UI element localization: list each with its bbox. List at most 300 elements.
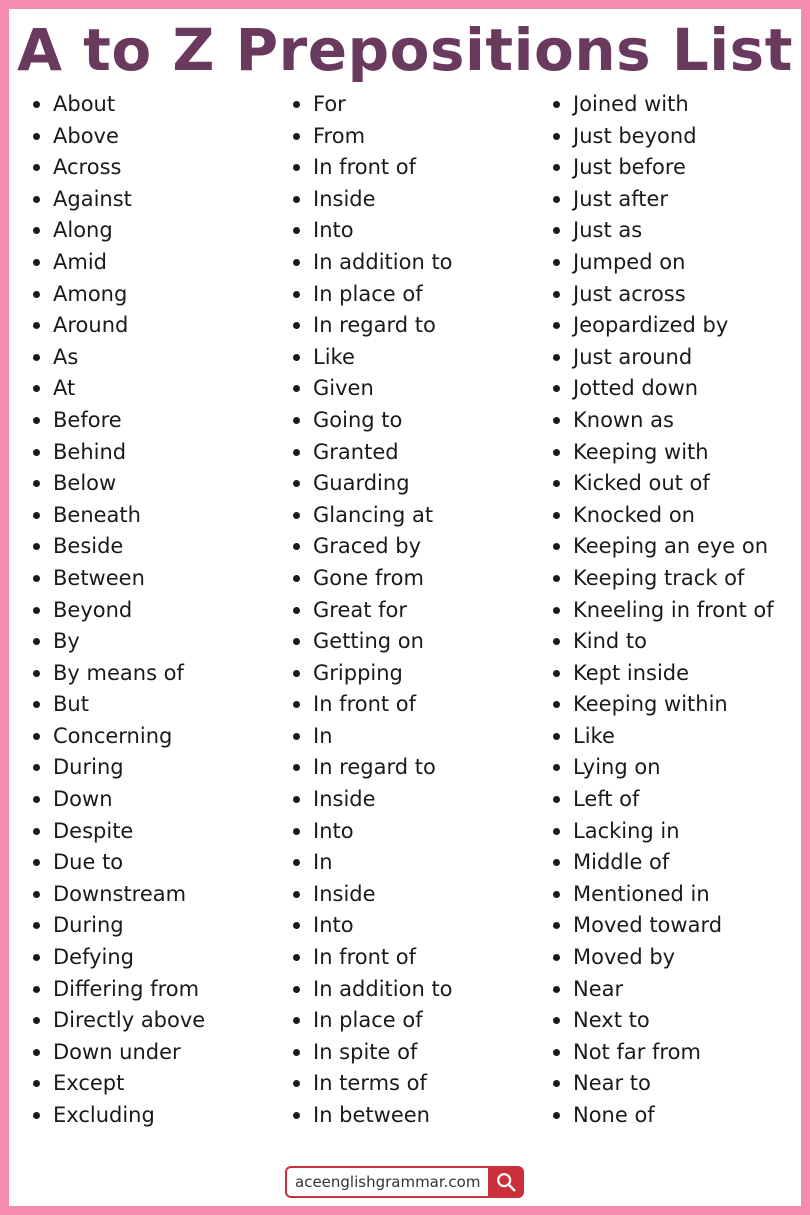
bullet-icon	[293, 986, 300, 993]
bullet-icon	[293, 638, 300, 645]
preposition-text: In	[313, 850, 333, 875]
bullet-icon	[33, 354, 40, 361]
bullet-icon	[553, 1112, 560, 1119]
list-item	[551, 437, 803, 469]
list-item	[551, 784, 803, 816]
preposition-text: Along	[53, 218, 113, 243]
preposition-text: Kneeling in front of	[573, 597, 774, 622]
bullet-icon	[293, 133, 300, 140]
bullet-icon	[553, 512, 560, 519]
bullet-icon	[33, 417, 40, 424]
bullet-icon	[33, 480, 40, 487]
list-item	[551, 89, 803, 121]
preposition-text: But	[53, 692, 89, 717]
list-item	[291, 563, 543, 595]
list-item	[31, 279, 281, 311]
bullet-icon	[293, 1017, 300, 1024]
preposition-text: Among	[53, 281, 128, 306]
bullet-icon	[293, 417, 300, 424]
preposition-text: Next to	[573, 1008, 650, 1033]
list-item	[551, 121, 803, 153]
bullet-icon	[33, 638, 40, 645]
preposition-text: Kept inside	[573, 660, 690, 685]
list-item	[551, 1068, 803, 1100]
bullet-icon	[553, 322, 560, 329]
list-item	[551, 879, 803, 911]
list-item	[551, 910, 803, 942]
preposition-text: None of	[573, 1103, 655, 1127]
list-item	[31, 405, 281, 437]
preposition-text: Jeopardized by	[573, 313, 729, 338]
bullet-icon	[33, 1049, 40, 1056]
list-item	[551, 215, 803, 247]
bullet-icon	[33, 1017, 40, 1024]
preposition-text: In place of	[313, 1008, 423, 1033]
prepositions-column-3	[551, 89, 803, 1132]
list-item	[31, 847, 281, 879]
list-item	[551, 974, 803, 1006]
preposition-text: Jotted down	[573, 376, 699, 401]
preposition-text: Gone from	[313, 565, 424, 590]
list-item	[551, 1005, 803, 1037]
preposition-text: Keeping within	[573, 692, 728, 717]
bullet-icon	[293, 607, 300, 614]
bullet-icon	[33, 607, 40, 614]
list-item	[31, 563, 281, 595]
preposition-text: Not far from	[573, 1039, 701, 1064]
bullet-icon	[33, 1112, 40, 1119]
preposition-text: Downstream	[53, 881, 187, 906]
bullet-icon	[33, 986, 40, 993]
preposition-text: Lying on	[573, 755, 661, 780]
preposition-text: Guarding	[313, 471, 410, 496]
list-item	[31, 721, 281, 753]
list-item	[291, 689, 543, 721]
bullet-icon	[553, 922, 560, 929]
list-item	[31, 879, 281, 911]
preposition-text: Just before	[573, 155, 686, 180]
preposition-text: During	[53, 913, 124, 938]
preposition-text: Before	[53, 407, 122, 432]
preposition-text: Differing from	[53, 976, 200, 1001]
preposition-text: As	[53, 344, 79, 369]
list-item	[291, 152, 543, 184]
bullet-icon	[33, 449, 40, 456]
preposition-text: In front of	[313, 692, 417, 717]
list-item	[291, 910, 543, 942]
list-item	[291, 468, 543, 500]
preposition-text: Into	[313, 818, 354, 843]
list-item	[551, 279, 803, 311]
prepositions-column-2	[291, 89, 543, 1132]
preposition-text: Mentioned in	[573, 881, 710, 906]
bullet-icon	[33, 922, 40, 929]
bullet-icon	[33, 828, 40, 835]
preposition-text: Between	[53, 565, 145, 590]
preposition-text: Inside	[313, 787, 376, 812]
preposition-text: From	[313, 123, 366, 148]
list-item	[31, 942, 281, 974]
bullet-icon	[293, 259, 300, 266]
list-item	[291, 279, 543, 311]
list-item	[551, 752, 803, 784]
list-item	[31, 184, 281, 216]
list-item	[291, 847, 543, 879]
preposition-text: Around	[53, 313, 129, 338]
preposition-text: For	[313, 92, 346, 116]
preposition-text: Like	[313, 344, 355, 369]
preposition-text: Beyond	[53, 597, 133, 622]
bullet-icon	[33, 322, 40, 329]
list-item	[291, 626, 543, 658]
list-item	[31, 531, 281, 563]
list-item	[291, 373, 543, 405]
list-item	[31, 974, 281, 1006]
preposition-text: Keeping an eye on	[573, 534, 768, 559]
bullet-icon	[293, 354, 300, 361]
preposition-text: Keeping track of	[573, 565, 745, 590]
bullet-icon	[33, 133, 40, 140]
bullet-icon	[553, 164, 560, 171]
bullet-icon	[293, 859, 300, 866]
list-item	[31, 468, 281, 500]
list-item	[31, 89, 281, 121]
bullet-icon	[553, 196, 560, 203]
bullet-icon	[553, 670, 560, 677]
bullet-icon	[293, 227, 300, 234]
bullet-icon	[553, 449, 560, 456]
bullet-icon	[553, 133, 560, 140]
bullet-icon	[33, 764, 40, 771]
preposition-text: In	[313, 723, 333, 748]
bullet-icon	[293, 543, 300, 550]
list-item	[291, 310, 543, 342]
bullet-icon	[293, 480, 300, 487]
bullet-icon	[553, 480, 560, 487]
bullet-icon	[553, 859, 560, 866]
preposition-text: Behind	[53, 439, 127, 464]
list-item	[291, 1005, 543, 1037]
list-item	[31, 500, 281, 532]
list-item	[31, 121, 281, 153]
preposition-text: By	[53, 629, 80, 654]
bullet-icon	[553, 417, 560, 424]
list-item	[551, 373, 803, 405]
preposition-text: In between	[313, 1103, 430, 1127]
list-item	[31, 152, 281, 184]
preposition-text: About	[53, 92, 116, 116]
list-item	[31, 342, 281, 374]
preposition-text: Across	[53, 155, 122, 180]
list-item	[291, 1037, 543, 1069]
preposition-text: Just around	[573, 344, 693, 369]
bullet-icon	[293, 1112, 300, 1119]
bullet-icon	[33, 196, 40, 203]
list-item	[291, 184, 543, 216]
list-item	[31, 784, 281, 816]
preposition-text: By means of	[53, 660, 184, 685]
list-item	[31, 247, 281, 279]
preposition-text: Beneath	[53, 502, 141, 527]
bullet-icon	[33, 575, 40, 582]
bullet-icon	[293, 164, 300, 171]
list-item	[551, 816, 803, 848]
list-item	[291, 437, 543, 469]
list-item	[551, 942, 803, 974]
preposition-text: Near	[573, 976, 624, 1001]
bullet-icon	[33, 512, 40, 519]
list-item	[551, 468, 803, 500]
website-label[interactable]: aceenglishgrammar.com	[285, 1166, 488, 1198]
preposition-text: Moved by	[573, 945, 676, 970]
list-item	[31, 310, 281, 342]
preposition-text: Left of	[573, 787, 640, 812]
preposition-text: Keeping with	[573, 439, 709, 464]
list-item	[551, 1037, 803, 1069]
preposition-text: In regard to	[313, 755, 436, 780]
preposition-text: Beside	[53, 534, 124, 559]
list-item	[31, 689, 281, 721]
preposition-text: Lacking in	[573, 818, 680, 843]
bullet-icon	[33, 733, 40, 740]
preposition-text: Just after	[573, 186, 669, 211]
bullet-icon	[293, 1049, 300, 1056]
preposition-text: In front of	[313, 945, 417, 970]
bullet-icon	[293, 322, 300, 329]
preposition-text: Given	[313, 376, 374, 401]
list-item	[551, 689, 803, 721]
bullet-icon	[33, 259, 40, 266]
preposition-text: Knocked on	[573, 502, 695, 527]
search-icon	[495, 1171, 517, 1193]
preposition-text: Above	[53, 123, 119, 148]
preposition-text: Just beyond	[573, 123, 697, 148]
bullet-icon	[33, 859, 40, 866]
list-item	[291, 658, 543, 690]
bullet-icon	[33, 164, 40, 171]
list-item	[291, 816, 543, 848]
preposition-text: Gripping	[313, 660, 403, 685]
bullet-icon	[33, 891, 40, 898]
list-item	[551, 1100, 803, 1132]
preposition-text: Down	[53, 787, 113, 812]
preposition-text: Despite	[53, 818, 134, 843]
list-item	[291, 1068, 543, 1100]
list-item	[291, 879, 543, 911]
preposition-text: Middle of	[573, 850, 670, 875]
bullet-icon	[553, 764, 560, 771]
preposition-text: Graced by	[313, 534, 422, 559]
preposition-text: Jumped on	[573, 249, 686, 274]
list-item	[551, 531, 803, 563]
list-item	[31, 626, 281, 658]
preposition-text: Just as	[573, 218, 643, 243]
list-item	[551, 595, 803, 627]
bullet-icon	[553, 828, 560, 835]
bullet-icon	[553, 891, 560, 898]
list-item	[291, 500, 543, 532]
list-item	[291, 121, 543, 153]
list-item	[291, 1100, 543, 1132]
list-item	[551, 658, 803, 690]
preposition-text: Due to	[53, 850, 124, 875]
preposition-text: Concerning	[53, 723, 173, 748]
preposition-text: In spite of	[313, 1039, 418, 1064]
preposition-text: During	[53, 755, 124, 780]
bullet-icon	[553, 1080, 560, 1087]
bullet-icon	[293, 512, 300, 519]
bullet-icon	[293, 701, 300, 708]
bullet-icon	[33, 796, 40, 803]
list-item	[31, 752, 281, 784]
list-item	[291, 215, 543, 247]
bullet-icon	[33, 701, 40, 708]
list-item	[291, 721, 543, 753]
bullet-icon	[293, 101, 300, 108]
preposition-text: Joined with	[573, 92, 689, 116]
list-item	[31, 373, 281, 405]
preposition-text: Excluding	[53, 1103, 155, 1127]
bullet-icon	[553, 575, 560, 582]
preposition-text: Against	[53, 186, 132, 211]
list-item	[551, 563, 803, 595]
bullet-icon	[293, 385, 300, 392]
preposition-text: Kind to	[573, 629, 648, 654]
list-item	[551, 721, 803, 753]
bullet-icon	[293, 670, 300, 677]
bullet-icon	[33, 670, 40, 677]
preposition-text: Into	[313, 218, 354, 243]
preposition-text: Near to	[573, 1071, 651, 1096]
preposition-text: In place of	[313, 281, 423, 306]
list-item	[31, 595, 281, 627]
bullet-icon	[293, 733, 300, 740]
preposition-text: Except	[53, 1071, 125, 1096]
list-item	[291, 595, 543, 627]
bullet-icon	[553, 701, 560, 708]
preposition-text: Getting on	[313, 629, 424, 654]
preposition-text: Like	[573, 723, 615, 748]
list-item	[291, 89, 543, 121]
preposition-text: Moved toward	[573, 913, 723, 938]
list-item	[31, 1100, 281, 1132]
bullet-icon	[33, 543, 40, 550]
preposition-text: Amid	[53, 249, 107, 274]
bullet-icon	[553, 638, 560, 645]
bullet-icon	[553, 796, 560, 803]
list-item	[551, 247, 803, 279]
bullet-icon	[33, 954, 40, 961]
list-item	[291, 752, 543, 784]
preposition-text: In front of	[313, 155, 417, 180]
bullet-icon	[293, 291, 300, 298]
bullet-icon	[293, 1080, 300, 1087]
list-item	[551, 847, 803, 879]
bullet-icon	[553, 1049, 560, 1056]
bullet-icon	[293, 575, 300, 582]
list-item	[551, 626, 803, 658]
page-title: A to Z Prepositions List	[17, 16, 793, 84]
list-item	[291, 784, 543, 816]
bullet-icon	[293, 196, 300, 203]
preposition-text: At	[53, 376, 76, 401]
preposition-text: Just across	[573, 281, 686, 306]
bullet-icon	[33, 1080, 40, 1087]
bullet-icon	[293, 954, 300, 961]
list-item	[551, 500, 803, 532]
bullet-icon	[33, 227, 40, 234]
list-item	[31, 1068, 281, 1100]
preposition-text: In terms of	[313, 1071, 427, 1096]
list-item	[551, 184, 803, 216]
preposition-text: Into	[313, 913, 354, 938]
bullet-icon	[553, 259, 560, 266]
list-item	[31, 437, 281, 469]
preposition-text: Glancing at	[313, 502, 434, 527]
preposition-text: In addition to	[313, 976, 453, 1001]
preposition-text: Below	[53, 471, 117, 496]
preposition-text: Inside	[313, 186, 376, 211]
list-item	[291, 405, 543, 437]
list-item	[291, 942, 543, 974]
list-item	[291, 974, 543, 1006]
preposition-text: In regard to	[313, 313, 436, 338]
bullet-icon	[553, 543, 560, 550]
preposition-text: Known as	[573, 407, 674, 432]
bullet-icon	[553, 1017, 560, 1024]
list-item	[551, 405, 803, 437]
prepositions-column-1	[31, 89, 281, 1132]
preposition-text: Down under	[53, 1039, 181, 1064]
bullet-icon	[553, 227, 560, 234]
preposition-text: Granted	[313, 439, 399, 464]
list-item	[291, 342, 543, 374]
preposition-text: Great for	[313, 597, 408, 622]
preposition-text: Defying	[53, 945, 135, 970]
bullet-icon	[33, 101, 40, 108]
preposition-text: Kicked out of	[573, 471, 710, 496]
bullet-icon	[293, 796, 300, 803]
list-item	[551, 342, 803, 374]
bullet-icon	[33, 291, 40, 298]
list-item	[291, 531, 543, 563]
bullet-icon	[553, 733, 560, 740]
preposition-text: Directly above	[53, 1008, 206, 1033]
preposition-text: In addition to	[313, 249, 453, 274]
bullet-icon	[293, 828, 300, 835]
list-item	[31, 910, 281, 942]
bullet-icon	[553, 986, 560, 993]
bullet-icon	[293, 922, 300, 929]
bullet-icon	[293, 764, 300, 771]
bullet-icon	[553, 954, 560, 961]
bullet-icon	[553, 291, 560, 298]
bullet-icon	[553, 385, 560, 392]
website-footer	[285, 1166, 524, 1198]
list-item	[31, 816, 281, 848]
list-item	[31, 215, 281, 247]
bullet-icon	[553, 607, 560, 614]
preposition-text: Inside	[313, 881, 376, 906]
list-item	[551, 310, 803, 342]
bullet-icon	[553, 101, 560, 108]
list-item	[551, 152, 803, 184]
search-button[interactable]	[488, 1166, 524, 1198]
bullet-icon	[33, 385, 40, 392]
list-item	[291, 247, 543, 279]
bullet-icon	[293, 891, 300, 898]
bullet-icon	[553, 354, 560, 361]
